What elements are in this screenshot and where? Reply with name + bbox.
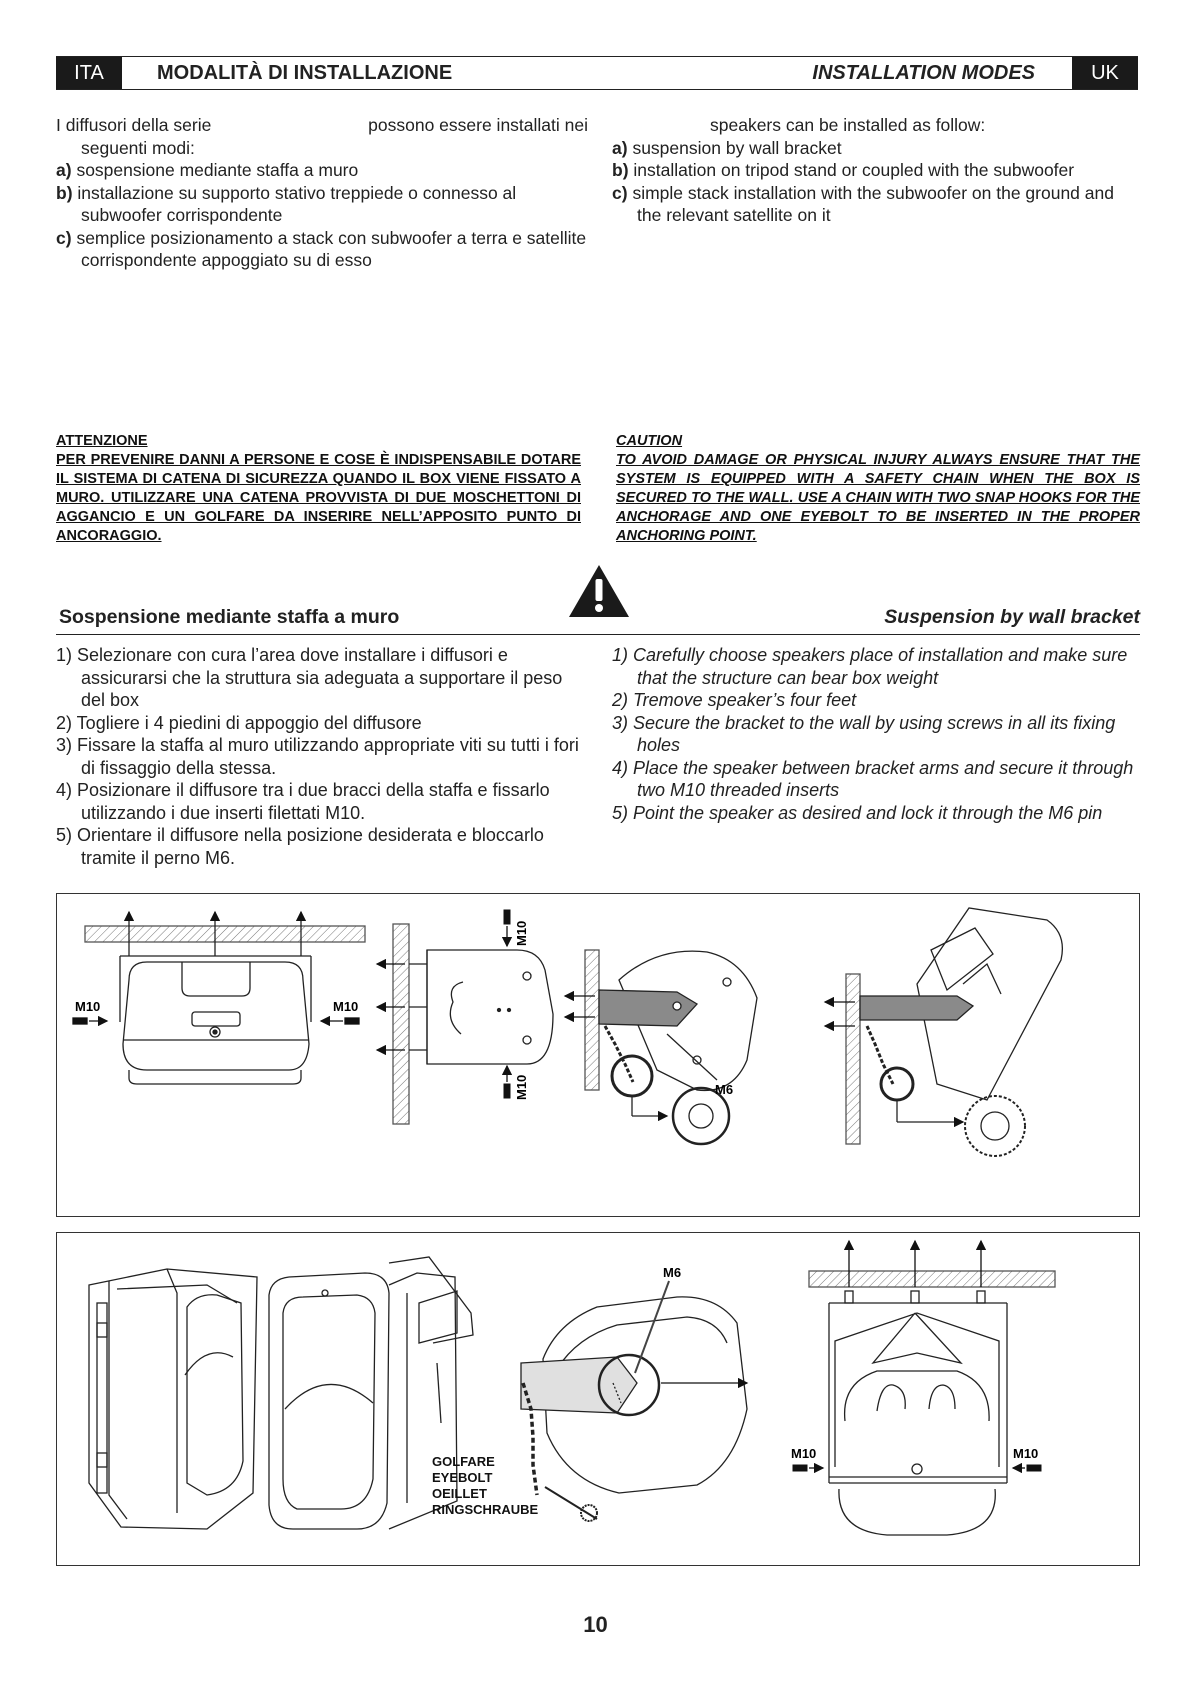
intro-ita-item-b: b) installazione su supporto stativo treppiede o connesso al subwoofer corrispondente <box>56 182 517 225</box>
step-ita-3: 3) Fissare la staffa al muro utilizzando appropriate viti su tutti i fori di fissaggio della stessa. <box>56 735 579 778</box>
intro-ita-line1-b: possono essere installati nei <box>368 115 588 135</box>
intro-uk <box>612 114 1142 227</box>
diagram-m10-arrows-panel2 <box>793 1465 1041 1471</box>
caution-uk <box>616 432 1140 546</box>
diagram-screw-arrows <box>73 1018 359 1024</box>
step-ita-4: 4) Posizionare il diffusore tra i due bracci della staffa e fissarlo utilizzando i due inserti filettati M10. <box>56 780 550 823</box>
diagram-front-view <box>85 912 365 1084</box>
section-title-uk: Suspension by wall bracket <box>884 606 1140 628</box>
label-m10-bottom: M10 <box>514 1074 529 1100</box>
label-m6-panel1: M6 <box>715 1082 734 1097</box>
eyebolt-labels <box>432 1454 538 1518</box>
step-ita-5: 5) Orientare il diffusore nella posizione desiderata e bloccarlo tramite il perno M6. <box>56 825 544 868</box>
step-uk-2: 2) Tremove speaker’s four feet <box>612 690 857 710</box>
intro-ita <box>56 114 588 272</box>
section-heading <box>56 606 1140 635</box>
diagram-front-view-hanging <box>809 1241 1055 1535</box>
label-m6-panel2: M6 <box>663 1265 682 1280</box>
language-tag-ita: ITA <box>56 57 122 89</box>
intro-uk-line1: speakers can be installed as follow: <box>710 115 986 135</box>
steps-uk <box>612 644 1142 824</box>
section-title-ita: Sospensione mediante staffa a muro <box>59 606 400 628</box>
header-title-uk: INSTALLATION MODES <box>812 62 1035 84</box>
label-m10-panel2-right: M10 <box>1013 1446 1039 1461</box>
header-bar <box>56 56 1138 90</box>
step-uk-1: 1) Carefully choose speakers place of installation and make sure that the structure can bear box weight <box>612 645 1128 688</box>
step-uk-4: 4) Place the speaker between bracket arms and secure it through two M10 threaded inserts <box>612 757 1134 800</box>
intro-ita-item-c: c) semplice posizionamento a stack con subwoofer a terra e satellite corrispondente appoggiato su di esso <box>56 227 587 270</box>
intro-ita-line1-a: I diffusori della serie <box>56 115 212 135</box>
label-m10-right: M10 <box>333 999 359 1014</box>
step-uk-3: 3) Secure the bracket to the wall by using screws in all its fixing holes <box>612 712 1116 755</box>
mounted-speakers-illustration <box>57 1233 1139 1565</box>
eyebolt-label-de: RINGSCHRAUBE <box>432 1502 539 1517</box>
intro-uk-item-c: c) simple stack installation with the subwoofer on the ground and the relevant satellite on it <box>612 182 1114 225</box>
diagram-eyebolt-chain <box>521 1281 747 1521</box>
steps-ita <box>56 644 586 869</box>
caution-uk-title: CAUTION <box>616 433 683 449</box>
step-ita-1: 1) Selezionare con cura l’area dove installare i diffusori e assicurarsi che la struttura sia adeguata a supportare il peso del box <box>56 645 563 710</box>
intro-uk-item-a: a) suspension by wall bracket <box>612 137 842 158</box>
diagram-side-screws <box>504 910 510 1098</box>
language-tag-uk: UK <box>1072 57 1138 89</box>
intro-ita-item-a: a) sospensione mediante staffa a muro <box>56 160 359 180</box>
label-m10-panel2-left: M10 <box>791 1446 817 1461</box>
diagram-tilted-speaker <box>565 950 757 1144</box>
intro-uk-item-b: b) installation on tripod stand or coupled with the subwoofer <box>612 160 1075 180</box>
step-uk-5: 5) Point the speaker as desired and lock it through the M6 pin <box>612 802 1103 823</box>
label-m10-left: M10 <box>75 999 101 1014</box>
intro-ita-line2: seguenti modi: <box>81 137 195 158</box>
caution-ita-text: PER PREVENIRE DANNI A PERSONE E COSE È INDISPENSABILE DOTARE IL SISTEMA DI CATENA DI SICUREZZA QUANDO IL BOX VIENE FISSATO A MURO. UTILIZZARE UNA CATENA PROVVISTA DI DUE MOSCHETTONI DI AGGANCIO E UN GOLFARE DA INSERIRE NELL’APPOSITO PUNTO DI ANCORAGGIO. <box>56 452 581 544</box>
intro-ita-line1 <box>56 114 588 137</box>
figure-panel-wall-bracket <box>56 893 1140 1217</box>
diagram-tilted-speaker-large <box>825 908 1062 1156</box>
caution-ita <box>56 432 581 546</box>
eyebolt-label-ita: GOLFARE <box>432 1454 495 1469</box>
page-number: 10 <box>583 1612 608 1637</box>
figure-panel-mounted-speakers <box>56 1232 1140 1566</box>
eyebolt-label-uk: EYEBOLT <box>432 1470 493 1485</box>
caution-ita-title: ATTENZIONE <box>56 433 148 449</box>
eyebolt-label-fr: OEILLET <box>432 1486 487 1501</box>
diagram-speaker-perspective-1 <box>89 1269 257 1529</box>
header-title-ita: MODALITÀ DI INSTALLAZIONE <box>157 62 453 84</box>
label-m10-top: M10 <box>514 920 529 946</box>
step-ita-2: 2) Togliere i 4 piedini di appoggio del diffusore <box>56 712 422 733</box>
caution-uk-text: TO AVOID DAMAGE OR PHYSICAL INJURY ALWAYS ENSURE THAT THE SYSTEM IS EQUIPPED WITH A SAFETY CHAIN WHEN THE BOX IS SECURED TO THE WALL. USE A CHAIN WITH TWO SNAP HOOKS FOR THE ANCHORAGE AND ONE EYEBOLT TO BE INSERTED IN THE PROPER ANCHORING POINT. <box>616 452 1140 544</box>
wall-bracket-illustration <box>57 894 1139 1216</box>
